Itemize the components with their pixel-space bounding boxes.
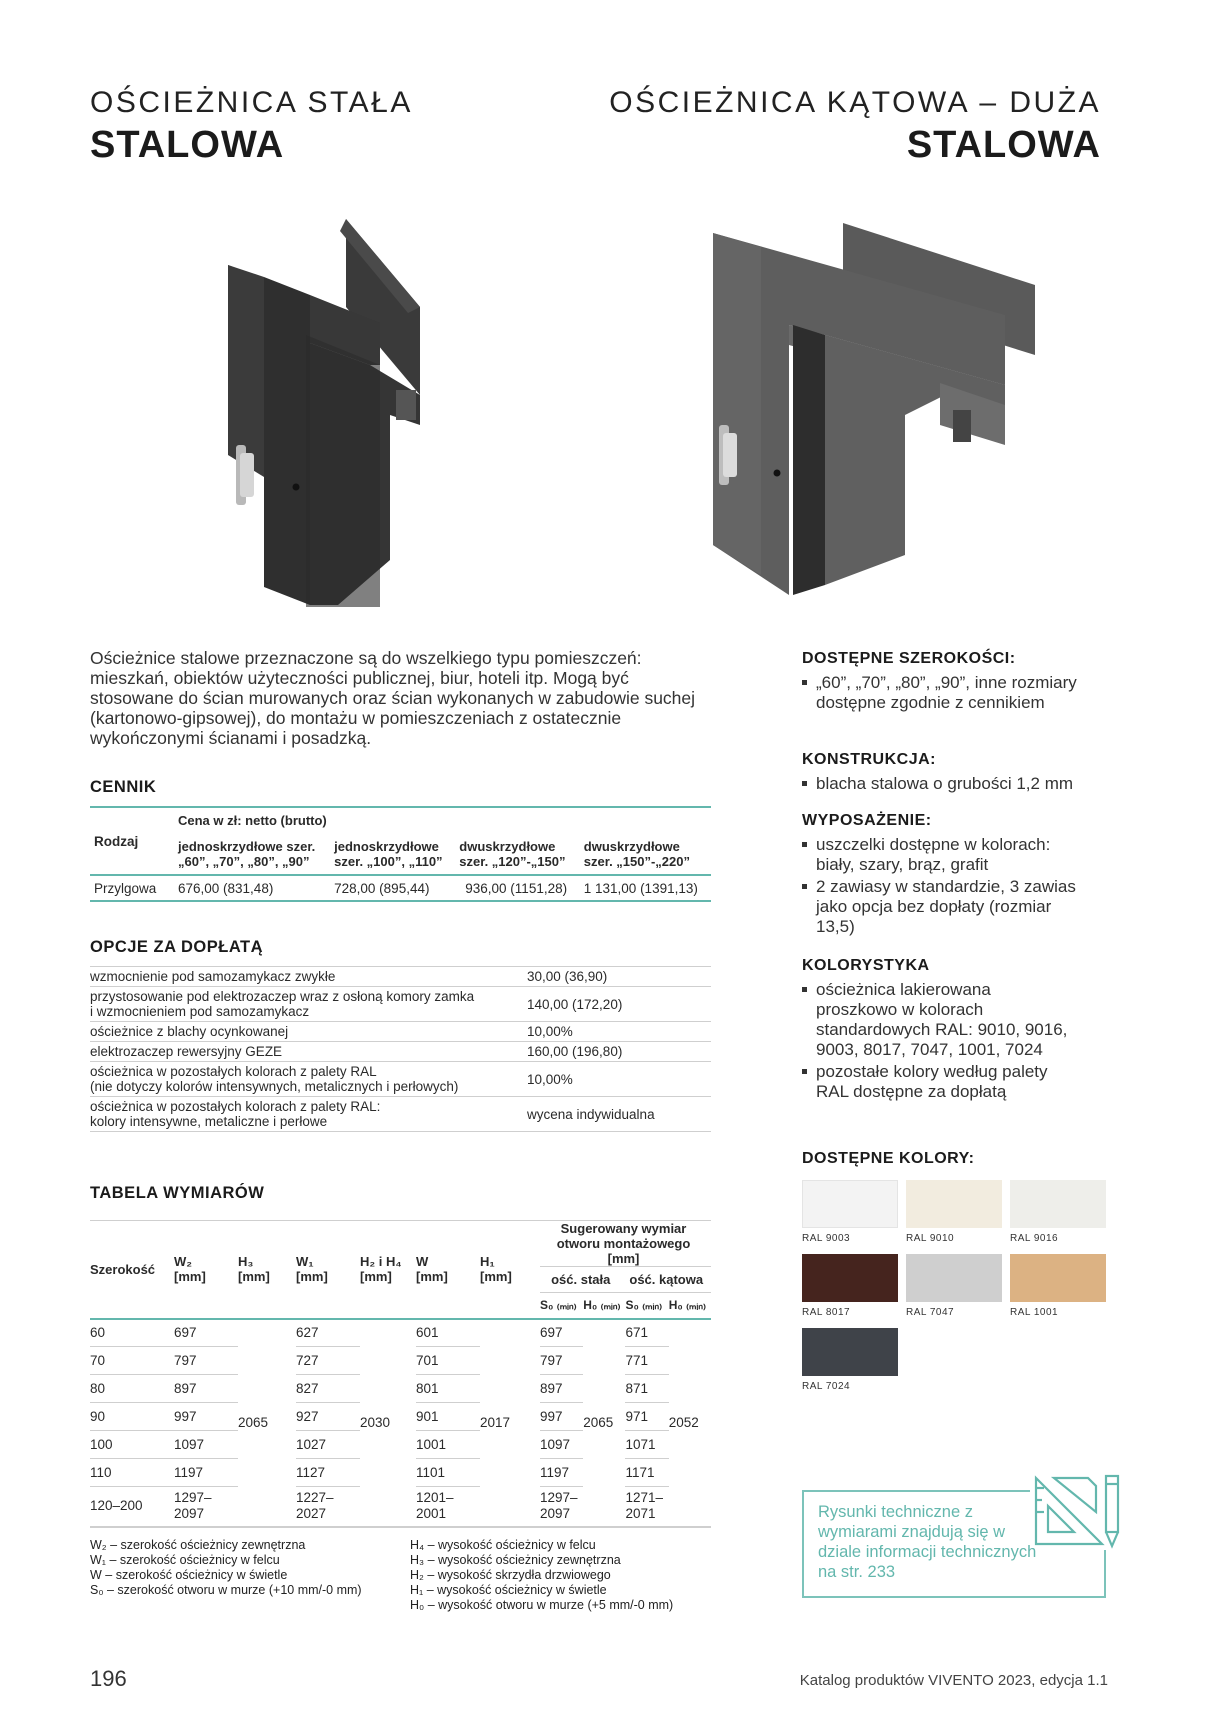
dimensions-table — [90, 1220, 711, 1528]
options-table — [90, 966, 711, 1132]
szerokosci-list — [802, 673, 1092, 715]
wymiary-title: TABELA WYMIARÓW — [90, 1184, 265, 1202]
swatch-ral-1001 — [1010, 1254, 1106, 1302]
right-subtitle: OŚCIEŻNICA KĄTOWA – DUŻA — [609, 86, 1101, 119]
dim-header-s0: S₀ ₍ₘᵢₙ₎ — [540, 1293, 583, 1319]
swatch-ral-9016 — [1010, 1180, 1106, 1228]
option-row: ościeżnica w pozostałych kolorach z palety RAL (nie dotyczy kolorów intensywnych, metalicznych i perłowych) 10,00% — [90, 1062, 711, 1097]
dim-header-h1: H₁ [mm] — [480, 1254, 512, 1285]
left-subtitle: OŚCIEŻNICA STAŁA — [90, 86, 413, 119]
dim-header-h0: H₀ ₍ₘᵢₙ₎ — [583, 1293, 625, 1319]
dim-header-osc-stala: ość. stała — [540, 1267, 625, 1293]
konstrukcja-list — [802, 774, 1122, 796]
dim-header-osc-katowa: ość. kątowa — [625, 1267, 711, 1293]
table-row: 90 997 927 901 997 971 — [90, 1403, 711, 1431]
merged-h1: 2017 — [480, 1415, 511, 1430]
wyposazenie-list — [802, 835, 1092, 939]
price-cell: 1 131,00 (1391,13) — [583, 880, 698, 896]
price-header-group: Cena w zł: netto (brutto) — [178, 813, 327, 828]
option-row: ościeżnica w pozostałych kolorach z palety RAL: kolory intensywne, metaliczne i perłowe wycena indywidualna — [90, 1097, 711, 1132]
price-cell: 936,00 (1151,28) — [465, 880, 568, 896]
price-cell: 676,00 (831,48) — [178, 880, 274, 896]
list-item: ościeżnica lakierowana proszkowo w kolorach standardowych RAL: 9010, 9016, 9003, 8017, 7047, 1001, 7024 — [802, 980, 1072, 1060]
legend-right: H₄ – wysokość ościeżnicy w felcu H₃ – wysokość ościeżnicy zewnętrzna H₂ – wysokość skrzydła drzwiowego H₁ – wysokość ościeżnicy w świetle H₀ – wysokość otworu w murze (+5 mm/-0 mm) — [410, 1538, 674, 1612]
swatch-label: RAL 7047 — [906, 1307, 955, 1318]
intro-paragraph: Ościeżnice stalowe przeznaczone są do wszelkiego typu pomieszczeń: mieszkań, obiektów użyteczności publicznej, biur, hoteli itp. Mogą być stosowane do ścian murowanych oraz ścian wykonanych w zabudowie suchej (kartonowo-gipsowej), do montażu w pomieszczeniach z ostatecznie wykończonymi ścianami i posadzką. — [90, 648, 696, 748]
option-row: ościeżnice z blachy ocynkowanej 10,00% — [90, 1022, 711, 1042]
left-title: STALOWA — [90, 124, 285, 166]
table-row: 100 1097 1027 1001 1097 1071 — [90, 1431, 711, 1459]
catalog-footer: Katalog produktów VIVENTO 2023, edycja 1.1 — [799, 1672, 1108, 1689]
table-row: 60 697 2065 627 2030 601 2017 697 2065 671 2052 — [90, 1319, 711, 1347]
table-row: 80 897 827 801 897 871 — [90, 1375, 711, 1403]
dim-header-s0-katowa: S₀ ₍ₘᵢₙ₎ — [625, 1293, 668, 1319]
option-row: przystosowanie pod elektrozaczep wraz z osłoną komory zamka i wzmocnieniem pod samozamykacz 140,00 (172,20) — [90, 987, 711, 1022]
swatch-label: RAL 1001 — [1010, 1307, 1059, 1318]
wyposazenie-title: WYPOSAŻENIE: — [802, 812, 932, 829]
option-row: wzmocnienie pod samozamykacz zwykłe 30,00 (36,90) — [90, 967, 711, 987]
list-item: blacha stalowa o grubości 1,2 mm — [802, 774, 1122, 794]
page-number: 196 — [90, 1666, 127, 1691]
kolorystyka-list — [802, 980, 1072, 1104]
list-item: pozostałe kolory według palety RAL dostępne za dopłatą — [802, 1062, 1072, 1102]
price-row-name: Przylgowa — [94, 880, 157, 896]
price-row — [90, 875, 711, 901]
konstrukcja-title: KONSTRUKCJA: — [802, 751, 936, 768]
price-col-1: jednoskrzydłowe szer. „60”, „70”, „80”, „90” — [178, 838, 316, 869]
swatch-ral-7047 — [906, 1254, 1002, 1302]
price-col-2: jednoskrzydłowe szer. „100”, „110” — [334, 838, 443, 869]
table-row: 70 797 727 701 797 771 — [90, 1347, 711, 1375]
dim-header-w2: W₂ [mm] — [174, 1254, 206, 1285]
merged-h2h4: 2030 — [360, 1415, 391, 1430]
price-col-3: dwuskrzydłowe szer. „120”-„150” — [459, 838, 566, 869]
cennik-title: CENNIK — [90, 778, 157, 796]
angle-frame-image — [705, 215, 1045, 595]
dim-header-h0-katowa: H₀ ₍ₘᵢₙ₎ — [669, 1293, 711, 1319]
table-row: 110 1197 1127 1101 1197 1171 — [90, 1459, 711, 1487]
dim-header-w1: W₁ [mm] — [296, 1254, 328, 1285]
option-row: elektrozaczep rewersyjny GEZE 160,00 (196,80) — [90, 1042, 711, 1062]
dim-header-w: W [mm] — [416, 1254, 448, 1285]
swatch-ral-7024 — [802, 1328, 898, 1376]
opcje-title: OPCJE ZA DOPŁATĄ — [90, 938, 264, 956]
swatch-label: RAL 7024 — [802, 1381, 851, 1392]
merged-h0-katowa: 2052 — [668, 1415, 699, 1430]
swatch-ral-9003 — [802, 1180, 898, 1228]
merged-h0-stala: 2065 — [583, 1415, 614, 1430]
price-col-4: dwuskrzydłowe szer. „150”-„220” — [583, 838, 690, 869]
price-cell: 728,00 (895,44) — [334, 880, 430, 896]
swatch-label: RAL 9016 — [1010, 1233, 1059, 1244]
dim-header-suggested: Sugerowany wymiar otworu montażowego [mm] — [556, 1221, 691, 1266]
dim-header-szerokosc: Szerokość — [90, 1261, 156, 1277]
dim-header-h3: H₃ [mm] — [238, 1254, 270, 1285]
merged-h3: 2065 — [238, 1415, 269, 1430]
swatch-label: RAL 8017 — [802, 1307, 851, 1318]
info-text: Rysunki techniczne z wymiarami znajdują się w dziale informacji technicznych na str. 233 — [818, 1503, 1037, 1581]
swatch-label: RAL 9003 — [802, 1233, 851, 1244]
swatch-ral-8017 — [802, 1254, 898, 1302]
swatch-ral-9010 — [906, 1180, 1002, 1228]
kolorystyka-title: KOLORYSTYKA — [802, 957, 930, 974]
price-table — [90, 806, 711, 902]
legend-left: W₂ – szerokość ościeżnicy zewnętrzna W₁ – szerokość ościeżnicy w felcu W – szerokość ościeżnicy w świetle S₀ – szerokość otworu w murze (+10 mm/-0 mm) — [90, 1538, 362, 1597]
list-item: „60”, „70”, „80”, „90”, inne rozmiary dostępne zgodnie z cennikiem — [802, 673, 1092, 713]
price-header-rodzaj: Rodzaj — [94, 833, 139, 849]
fixed-frame-image — [220, 215, 460, 610]
list-item: 2 zawiasy w standardzie, 3 zawias jako opcja bez dopłaty (rozmiar 13,5) — [802, 877, 1092, 937]
table-row: 120–200 1297– 2097 1227– 2027 1201– 2001 1297– 2097 1271– 2071 — [90, 1487, 711, 1527]
szerokosci-title: DOSTĘPNE SZEROKOŚCI: — [802, 650, 1016, 667]
swatch-label: RAL 9010 — [906, 1233, 955, 1244]
dim-header-h2h4: H₂ i H₄ [mm] — [360, 1254, 402, 1285]
kolory-title: DOSTĘPNE KOLORY: — [802, 1150, 975, 1167]
list-item: uszczelki dostępne w kolorach: biały, szary, brąz, grafit — [802, 835, 1092, 875]
technical-drawing-icon — [1032, 1474, 1122, 1550]
right-title: STALOWA — [906, 124, 1101, 166]
